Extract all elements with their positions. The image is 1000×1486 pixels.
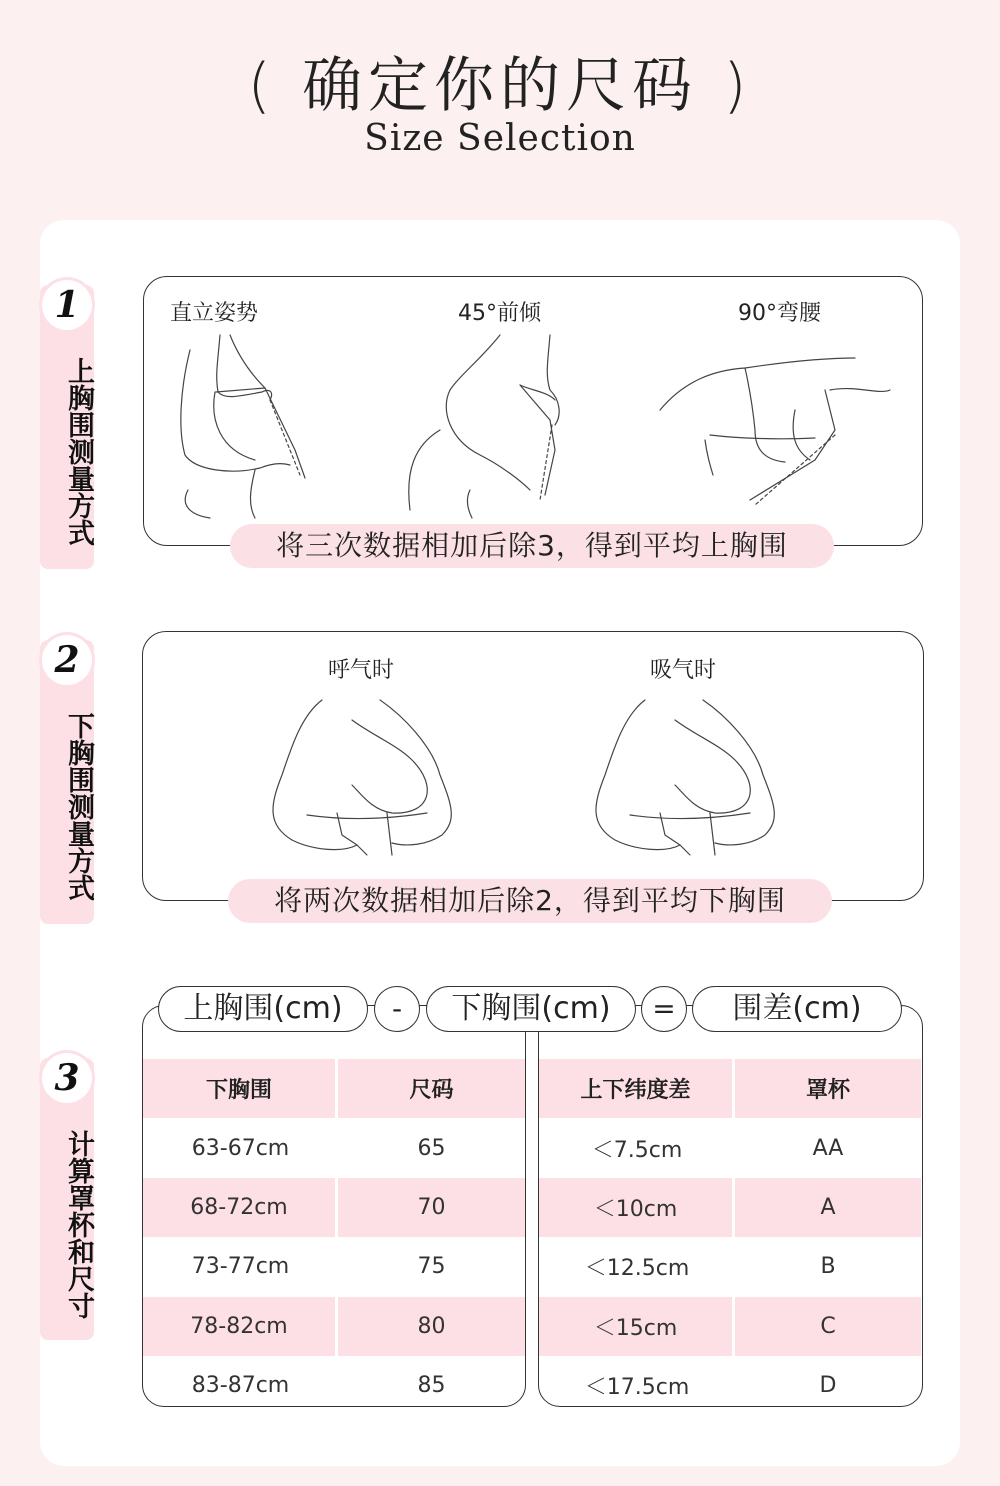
- lean-45-pose-illustration: [400, 330, 580, 520]
- table-header-row: [539, 1059, 921, 1118]
- formula-difference: 围差(cm): [692, 986, 902, 1032]
- step-3-number: 3: [42, 1053, 92, 1103]
- formula-equals: =: [641, 986, 687, 1032]
- difference-range: ＜12.5cm: [584, 1256, 690, 1282]
- underbust-range: 73-77cm: [191, 1254, 290, 1280]
- underbust-average-note: 将两次数据相加后除2，得到平均下胸围: [228, 879, 832, 923]
- difference-range: ＜7.5cm: [591, 1137, 683, 1163]
- header-difference: 上下纬度差: [539, 1059, 735, 1118]
- pose-lean-45-caption: 45°前倾: [458, 301, 541, 326]
- difference-range: ＜17.5cm: [584, 1375, 690, 1401]
- table-row: [143, 1118, 525, 1177]
- band-size-table: [143, 1059, 525, 1415]
- band-size: 80: [338, 1297, 525, 1356]
- table-header-row: [143, 1059, 525, 1118]
- underbust-range: 78-82cm: [143, 1297, 338, 1356]
- table-row: [143, 1237, 525, 1296]
- bust-average-note: 将三次数据相加后除3，得到平均上胸围: [230, 524, 834, 568]
- step-1-number: 1: [42, 280, 92, 330]
- cup-size: A: [735, 1178, 921, 1237]
- pose-bend-90-caption: 90°弯腰: [738, 301, 821, 326]
- formula-underbust: 下胸围(cm): [426, 986, 636, 1032]
- underbust-range: 63-67cm: [191, 1135, 290, 1161]
- band-size: 85: [417, 1373, 446, 1399]
- cup-size: B: [820, 1254, 836, 1280]
- step-1-label: 上胸围测量方式: [63, 356, 94, 546]
- upright-pose-illustration: [170, 330, 320, 520]
- page-title: ( 确定你的尺码 ): [247, 51, 753, 121]
- step-3-label: 计算罩杯和尺寸: [63, 1129, 94, 1319]
- underbust-measure-box: [142, 631, 924, 901]
- exhale-caption: 呼气时: [328, 658, 395, 683]
- band-size: 65: [417, 1135, 446, 1161]
- table-row: [539, 1237, 921, 1296]
- inhale-caption: 吸气时: [650, 658, 717, 683]
- bend-90-pose-illustration: [655, 350, 895, 520]
- difference-range: ＜10cm: [539, 1178, 735, 1237]
- step-2-number: 2: [42, 635, 92, 685]
- table-row: [539, 1178, 921, 1237]
- header-cup: 罩杯: [735, 1059, 921, 1118]
- inhale-illustration: [585, 695, 785, 865]
- header-size: 尺码: [338, 1059, 525, 1118]
- cup-size: D: [819, 1373, 837, 1399]
- table-row: [143, 1178, 525, 1237]
- table-row: [143, 1356, 525, 1415]
- header-underbust: 下胸围: [143, 1059, 338, 1118]
- underbust-range: 68-72cm: [143, 1178, 338, 1237]
- cup-size: AA: [812, 1135, 844, 1161]
- band-size: 75: [417, 1254, 446, 1280]
- table-row: [143, 1297, 525, 1356]
- step-2-label: 下胸围测量方式: [63, 711, 94, 901]
- formula-minus: -: [374, 986, 420, 1032]
- formula-bust: 上胸围(cm): [158, 986, 368, 1032]
- cup-size-table: [539, 1059, 921, 1415]
- page-subtitle: Size Selection: [364, 118, 636, 159]
- pose-upright-caption: 直立姿势: [170, 301, 259, 326]
- cup-size: C: [735, 1297, 921, 1356]
- band-size: 70: [338, 1178, 525, 1237]
- underbust-range: 83-87cm: [191, 1373, 290, 1399]
- table-row: [539, 1297, 921, 1356]
- exhale-illustration: [262, 695, 462, 865]
- table-row: [539, 1356, 921, 1415]
- table-row: [539, 1118, 921, 1177]
- difference-range: ＜15cm: [539, 1297, 735, 1356]
